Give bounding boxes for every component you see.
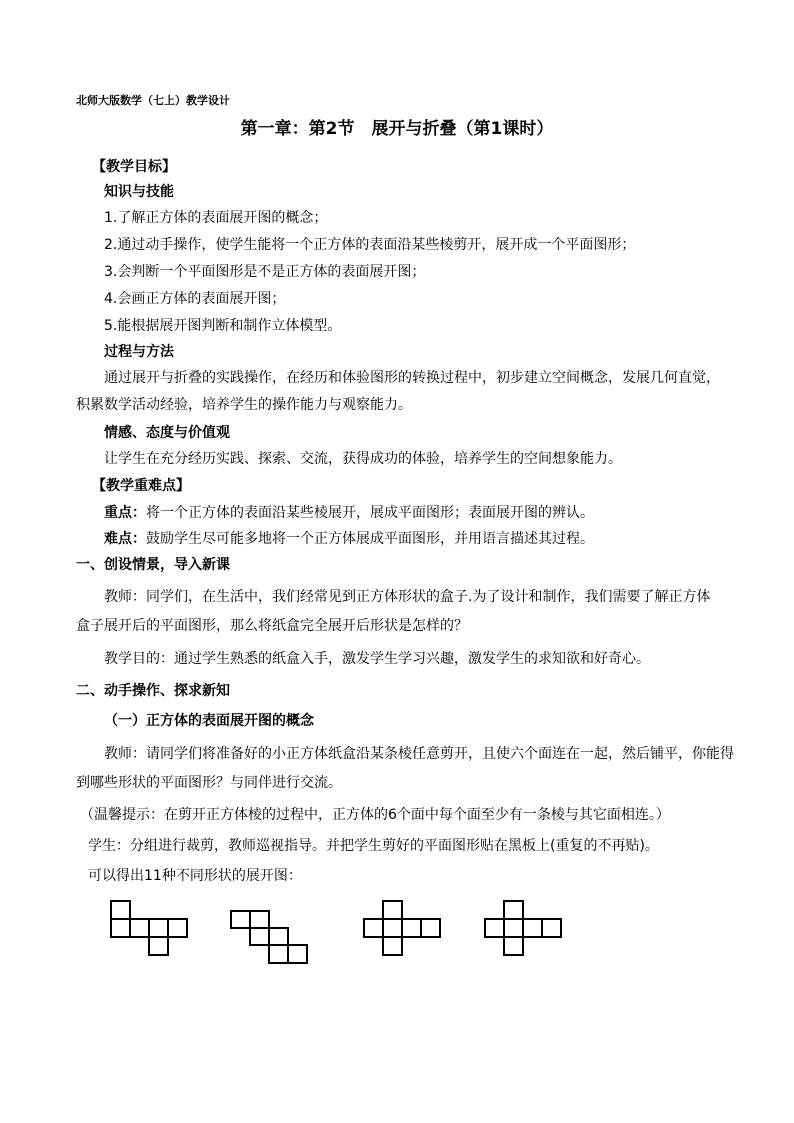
process-text-line2: 积累数学活动经验，培养学生的操作能力与观察能力。 xyxy=(76,397,412,413)
hard-point xyxy=(104,530,594,548)
knowledge-item-1: 1.了解正方体的表面展开图的概念； xyxy=(104,210,328,226)
difficulty-heading: 【教学重难点】 xyxy=(92,478,190,494)
section2-student: 学生：分组进行裁剪，教师巡视指导。并把学生剪好的平面图形贴在黑板上(重复的不再贴)。 xyxy=(88,838,659,854)
page-title: 第一章：第2节 展开与折叠（第1课时） xyxy=(240,119,554,139)
hard-point-text: 鼓励学生尽可能多地将一个正方体展成平面图形，并用语言描述其过程。 xyxy=(146,531,594,547)
knowledge-item-5: 5.能根据展开图判断和制作立体模型。 xyxy=(104,318,342,334)
cube-net-2 xyxy=(231,911,307,963)
section2-heading: 二、动手操作、探求新知 xyxy=(76,683,230,699)
section1-purpose: 教学目的：通过学生熟悉的纸盒入手，激发学生学习兴趣，激发学生的求知欲和好奇心。 xyxy=(104,651,650,667)
knowledge-item-4: 4.会画正方体的表面展开图； xyxy=(104,291,286,307)
section2-teacher-line2: 到哪些形状的平面图形？与同伴进行交流。 xyxy=(76,775,342,791)
emotion-text: 让学生在充分经历实践、探索、交流，获得成功的体验，培养学生的空间想象能力。 xyxy=(104,451,622,467)
cube-net-1 xyxy=(111,901,187,955)
section2-teacher-line1: 教师：请同学们将准备好的小正方体纸盒沿某条棱任意剪开，且使六个面连在一起，然后铺平，你能得 xyxy=(104,746,734,762)
knowledge-item-3: 3.会判断一个平面图形是不是正方体的表面展开图； xyxy=(104,264,426,280)
section1-heading: 一、创设情景，导入新课 xyxy=(76,557,230,573)
process-text-line1: 通过展开与折叠的实践操作，在经历和体验图形的转换过程中，初步建立空间概念，发展几何直觉， xyxy=(104,370,720,386)
section1-teacher-line2: 盒子展开后的平面图形，那么将纸盒完全展开后形状是怎样的？ xyxy=(76,618,468,634)
hard-point-label: 难点： xyxy=(104,531,146,547)
goals-heading: 【教学目标】 xyxy=(92,159,176,175)
section2-result: 可以得出11种不同形状的展开图： xyxy=(88,868,302,884)
cube-net-4 xyxy=(485,901,561,955)
emotion-heading: 情感、态度与价值观 xyxy=(104,425,230,441)
cube-net-3 xyxy=(364,901,440,955)
knowledge-heading: 知识与技能 xyxy=(104,184,174,200)
key-point-text: 将一个正方体的表面沿某些棱展开，展成平面图形；表面展开图的辨认。 xyxy=(146,505,594,521)
key-point-label: 重点： xyxy=(104,505,146,521)
section1-teacher-line1: 教师：同学们，在生活中，我们经常见到正方体形状的盒子.为了设计和制作，我们需要了解正方体 xyxy=(104,589,711,605)
section2-tip: （温馨提示：在剪开正方体棱的过程中，正方体的6个面中每个面至少有一条棱与其它面相连。） xyxy=(80,807,670,823)
cube-nets-figure xyxy=(100,896,580,976)
section2-subheading: （一）正方体的表面展开图的概念 xyxy=(104,713,314,729)
key-point xyxy=(104,504,594,522)
book-header: 北师大版数学（七上）教学设计 xyxy=(76,94,230,107)
process-heading: 过程与方法 xyxy=(104,344,174,360)
knowledge-item-2: 2.通过动手操作，使学生能将一个正方体的表面沿某些棱剪开，展开成一个平面图形； xyxy=(104,237,636,253)
